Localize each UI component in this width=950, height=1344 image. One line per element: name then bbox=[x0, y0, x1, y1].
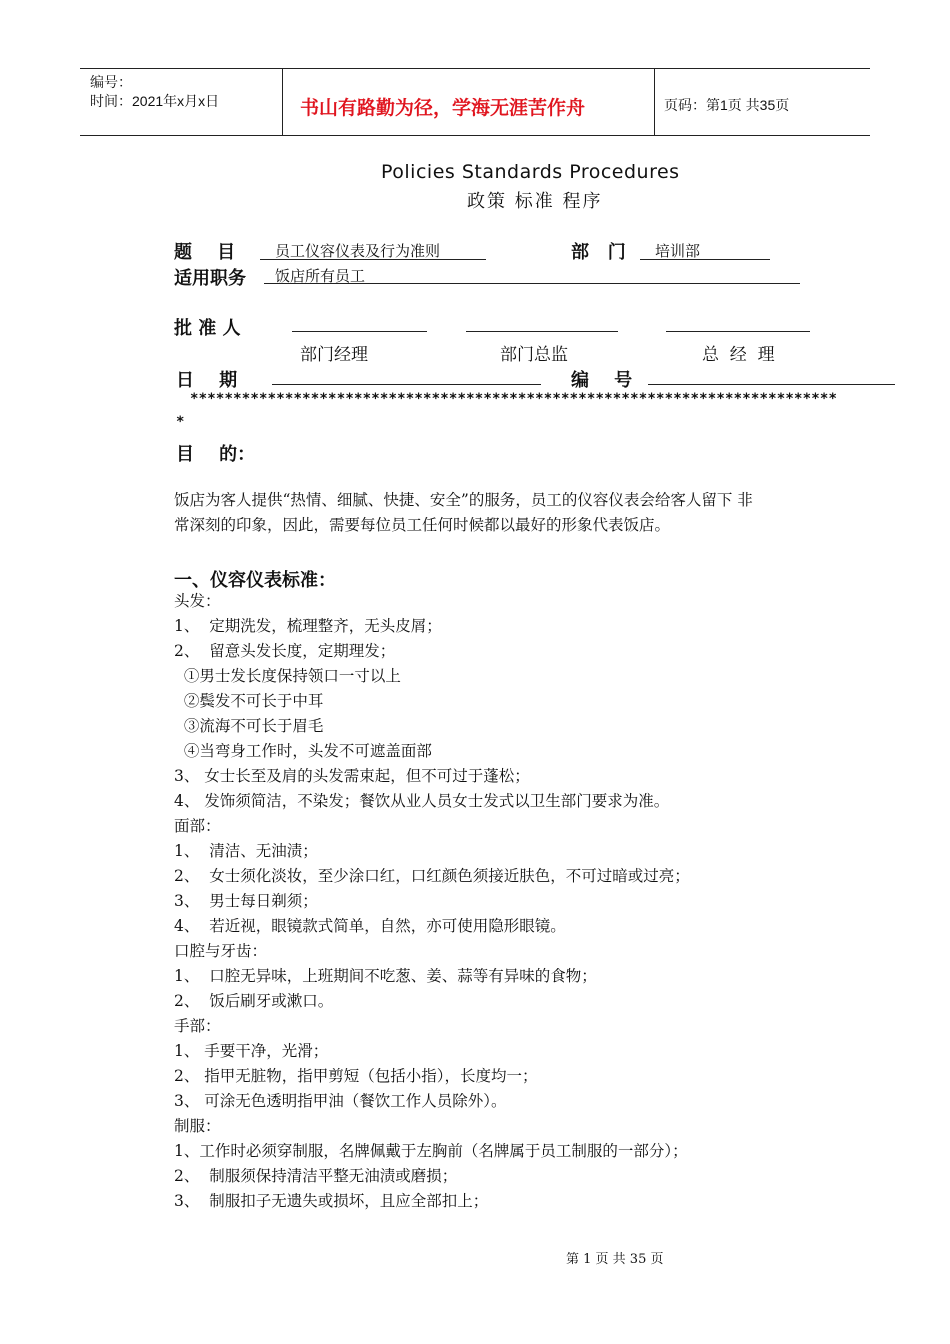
dept-value: 培训部 bbox=[655, 242, 701, 260]
list-item: 制服： bbox=[174, 1117, 221, 1135]
sign-dept-director: 部门总监 bbox=[500, 345, 568, 365]
list-item: 2、 留意头发长度，定期理发； bbox=[174, 642, 396, 660]
signature-line-1 bbox=[292, 331, 427, 332]
list-item: 2、 饭后刷牙或漱口。 bbox=[174, 992, 334, 1010]
serial-label: 编号： bbox=[90, 74, 132, 90]
list-item: 面部： bbox=[174, 817, 221, 835]
header-divider-right bbox=[654, 68, 655, 135]
purpose-line-1: 饭店为客人提供“热情、细腻、快捷、安全”的服务，员工的仪容仪表会给客人留下 非 bbox=[174, 491, 753, 509]
list-item: ②鬓发不可长于中耳 bbox=[174, 692, 324, 710]
applies-value: 饭店所有员工 bbox=[275, 267, 366, 285]
header-top-rule bbox=[80, 68, 870, 69]
list-item: 3、 女士长至及肩的头发需束起，但不可过于蓬松； bbox=[174, 767, 530, 785]
list-item: 1、工作时必须穿制服，名牌佩戴于左胸前（名牌属于员工制服的一部分）； bbox=[174, 1142, 688, 1160]
list-item: 3、 可涂无色透明指甲油（餐饮工作人员除外）。 bbox=[174, 1092, 507, 1110]
sign-dept-manager: 部门经理 bbox=[300, 345, 368, 365]
sign-general-manager: 总 经 理 bbox=[702, 345, 775, 365]
list-item: 2、 女士须化淡妆，至少涂口红，口红颜色须接近肤色，不可过暗或过亮； bbox=[174, 867, 690, 885]
list-item: 4、 若近视，眼镜款式简单，自然，亦可使用隐形眼镜。 bbox=[174, 917, 566, 935]
dept-underline bbox=[640, 259, 770, 260]
list-item: 1、 手要干净，光滑； bbox=[174, 1042, 329, 1060]
date-underline bbox=[272, 384, 541, 385]
page-footer: 第 1 页 共 35 页 bbox=[566, 1252, 664, 1267]
list-item: 1、 清洁、无油渍； bbox=[174, 842, 318, 860]
applies-underline bbox=[264, 283, 800, 284]
page-info: 页码：第1页 共35页 bbox=[664, 97, 790, 113]
list-item: 手部： bbox=[174, 1017, 221, 1035]
approver-label: 批 准 人 bbox=[174, 318, 241, 339]
separator-stars: *************************************************************************** bbox=[190, 391, 838, 407]
number-underline bbox=[648, 384, 895, 385]
subject-label: 题 目 bbox=[174, 242, 236, 263]
list-item: 1、 定期洗发，梳理整齐，无头皮屑； bbox=[174, 617, 442, 635]
signature-line-2 bbox=[466, 331, 618, 332]
purpose-line-2: 常深刻的印象，因此，需要每位员工任何时候都以最好的形象代表饭店。 bbox=[174, 516, 671, 534]
list-item: ③流海不可长于眉毛 bbox=[174, 717, 324, 735]
section-heading: 一、仪容仪表标准： bbox=[174, 570, 336, 591]
dept-label: 部 门 bbox=[571, 242, 626, 263]
number-label: 编 号 bbox=[571, 370, 633, 391]
list-item: 口腔与牙齿： bbox=[174, 942, 268, 960]
list-item: ④当弯身工作时，头发不可遮盖面部 bbox=[174, 742, 432, 760]
header-divider-left bbox=[282, 68, 283, 135]
separator-stars-wrap: * bbox=[176, 414, 185, 430]
subject-underline bbox=[260, 259, 486, 260]
list-item: 头发： bbox=[174, 592, 221, 610]
time-label: 时间：2021年x月x日 bbox=[90, 93, 220, 109]
list-item: 3、 男士每日剃须； bbox=[174, 892, 318, 910]
list-item: 4、 发饰须简洁，不染发；餐饮从业人员女士发式以卫生部门要求为准。 bbox=[174, 792, 670, 810]
title-english: Policies Standards Procedures bbox=[381, 161, 680, 183]
purpose-heading: 目 的： bbox=[176, 444, 256, 465]
list-item: 3、 制服扣子无遗失或损坏，且应全部扣上； bbox=[174, 1192, 489, 1210]
list-item: ①男士发长度保持领口一寸以上 bbox=[174, 667, 401, 685]
header-bottom-rule bbox=[80, 135, 870, 136]
list-item: 2、 指甲无脏物，指甲剪短（包括小指），长度均一； bbox=[174, 1067, 538, 1085]
date-label: 日 期 bbox=[176, 370, 238, 391]
list-item: 1、 口腔无异味，上班期间不吃葱、姜、蒜等有异味的食物； bbox=[174, 967, 597, 985]
applies-label: 适用职务 bbox=[174, 268, 246, 289]
list-item: 2、 制服须保持清洁平整无油渍或磨损； bbox=[174, 1167, 458, 1185]
title-chinese: 政策 标准 程序 bbox=[467, 191, 603, 212]
subject-value: 员工仪容仪表及行为准则 bbox=[275, 242, 441, 260]
signature-line-3 bbox=[666, 331, 810, 332]
motto-banner: 书山有路勤为径，学海无涯苦作舟 bbox=[300, 97, 586, 119]
